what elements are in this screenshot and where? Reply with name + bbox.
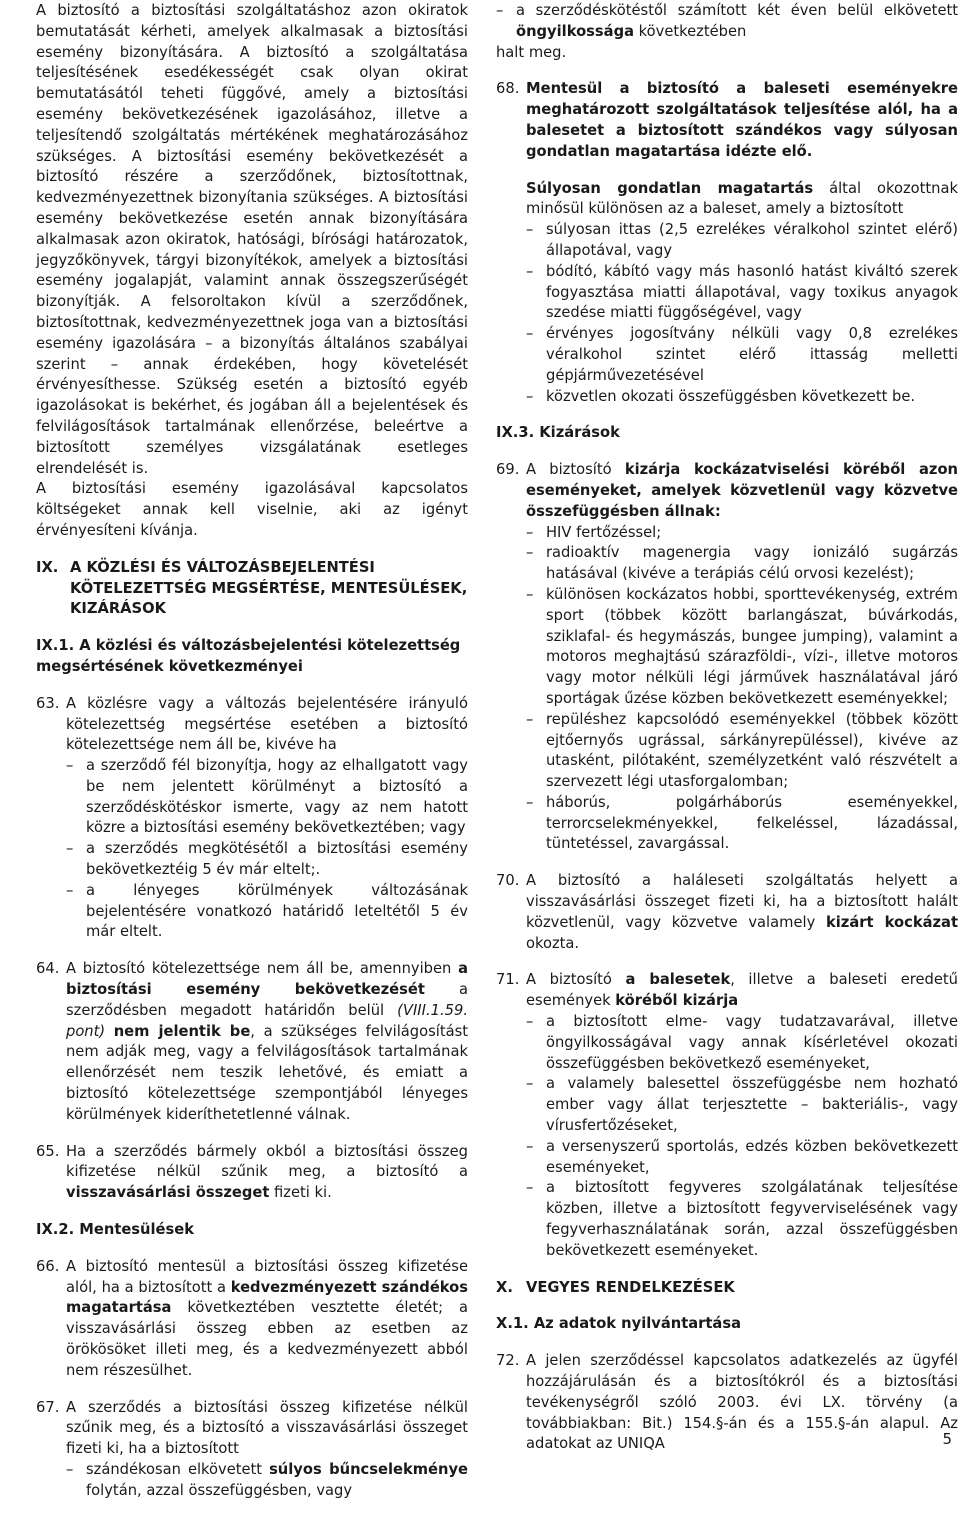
clause-text: Ha a szerződés bármely okból a biztosítási összeg kifizetése nélkül szűnik meg, a biztosító a visszavásárlási összeget fizeti ki. xyxy=(66,1142,468,1202)
subsection-heading-ix2: IX.2. Mentesülések xyxy=(36,1221,194,1239)
list-item: – bódító, kábító vagy más hasonló hatást kiváltó szerek fogyasztása miatti állapotával, vagy toxikus anyagok szedése miatti függőségével, vagy xyxy=(526,262,958,322)
list-item: – a biztosított fegyveres szolgálatának teljesítése közben, illetve a biztosított fegyverviselésének vagy fegyverhasználatának során, azzal összefüggésben bekövetkezett eseményeket. xyxy=(526,1179,958,1259)
list-item: – érvényes jogosítvány nélküli vagy 0,8 ezrelékes véralkohol szintet elérő ittasság melletti gépjárművezetésével xyxy=(526,325,958,384)
list-item: – repüléshez kapcsolódó eseményekkel (többek között ejtőernyős ugrással, sárkányrepüléssel), kivéve az utasként, pilótaként, személyzetként való részvételt a szervezett légi utasforgalomban; xyxy=(526,710,958,791)
clause-number: 65. xyxy=(36,1142,60,1160)
clause-72 xyxy=(496,1351,958,1455)
clause-number: 69. xyxy=(496,461,520,479)
list-item: – szándékosan elkövetett súlyos bűncselekménye folytán, azzal összefüggésben, vagy xyxy=(66,1461,468,1499)
list-item: – a szerződéskötéstől számított két éven belül elkövetett öngyilkossága következtében xyxy=(496,2,958,40)
list-item: – a versenyszerű sportolás, edzés közben bekövetkezett eseményeket, xyxy=(526,1137,958,1176)
clause-text: A közlésre vagy a változás bejelentésére irányuló kötelezettség megsértése esetében a biztosító kötelezettsége nem áll be, kivéve ha xyxy=(66,694,468,754)
clause-number: 71. xyxy=(496,971,520,989)
subsection-heading-ix1: IX.1. A közlési és változásbejelentési kötelezettség megsértésének következményei xyxy=(36,637,461,675)
page-number: 5 xyxy=(942,1430,952,1448)
clause-text: Mentesül a biztosító a baleseti eseményekre meghatározott szolgáltatások teljesítése alól, ha a balesetet a biztosított szándékos vagy súlyosan gondatlan magatartása idézte elő. xyxy=(526,80,958,160)
right-column xyxy=(496,0,958,1471)
section-heading-ix xyxy=(36,558,468,620)
list-item: – a biztosított elme- vagy tudatzavarával, illetve öngyilkosságával vagy annak kísérletével okozati összefüggésben bekövetkező eseményeket, xyxy=(526,1013,958,1072)
clause-text: A biztosító kötelezettsége nem áll be, amennyiben a biztosítási esemény bekövetkezését a szerződésben megadott határidőn belül (VIII.1.59. pont) nem jelentik be, a szükséges felvilágosítást nem adják meg, vagy a felvilágosítások tartalmának ellenőrzését nem teszik lehetővé, és emiatt a biztosító kötelezettsége szempontjából lényeges körülmények kideríthetetlenné válnak. xyxy=(66,960,469,1123)
gross-negligence-block xyxy=(496,179,958,408)
section-title: A KÖZLÉSI ÉS VÁLTOZÁSBEJELENTÉSI KÖTELEZETTSÉG MEGSÉRTÉSE, MENTESÜLÉSEK, KIZÁRÁSOK xyxy=(70,558,468,618)
clause-number: 67. xyxy=(36,1398,60,1416)
clause-65 xyxy=(36,1142,468,1204)
clause-number: 64. xyxy=(36,960,60,978)
clause-66 xyxy=(36,1257,468,1382)
list-item: – a szerződés megkötésétől a biztosítási esemény bekövetkeztéig 5 év már eltelt;. xyxy=(66,840,468,879)
section-heading-x xyxy=(496,1278,958,1299)
list-item: – a szerződő fél bizonyítja, hogy az elhallgatott vagy be nem jelentett körülményt a biztosító a szerződéskötéskor ismerte, vagy az nem hatott közre a biztosítási esemény bekövetkeztében; vagy xyxy=(66,757,468,837)
list-item: – radioaktív magenergia vagy ionizáló sugárzás hatásával (kivéve a terápiás célú orvosi kezelést); xyxy=(526,544,958,583)
clause-number: 72. xyxy=(496,1352,520,1370)
clause-71 xyxy=(496,970,958,1261)
list-item: – a lényeges körülmények változásának bejelentésére vonatkozó határidő leteltétől 5 év már eltelt. xyxy=(66,881,468,941)
clause-text: A biztosító mentesül a biztosítási összeg kifizetése alól, ha a biztosított a kedvezményezett szándékos magatartása következtében vesztette életét; a visszavásárlási összeg ebben az esetben az örökösöket illeti meg, és a kedvezményezett abból nem részesülhet. xyxy=(66,1257,468,1379)
clause-number: 63. xyxy=(36,694,60,712)
clause-64 xyxy=(36,959,468,1125)
list-item: – háborús, polgárháborús eseményekkel, terrorcselekményekkel, felkeléssel, lázadással, tüntetéssel, zavargással. xyxy=(526,793,958,853)
section-number: IX. xyxy=(36,558,59,576)
section-title: VEGYES RENDELKEZÉSEK xyxy=(526,1278,735,1296)
clause-70 xyxy=(496,871,958,954)
clause-number: 70. xyxy=(496,872,520,890)
clause-63 xyxy=(36,694,468,944)
subsection-heading-x1: X.1. Az adatok nyilvántartása xyxy=(496,1315,741,1333)
left-column xyxy=(36,0,468,1518)
list-item: – HIV fertőzéssel; xyxy=(526,523,662,541)
list-item-continuation: halt meg. xyxy=(496,43,567,61)
section-number: X. xyxy=(496,1278,513,1296)
clause-number: 68. xyxy=(496,80,520,98)
clause-text: A biztosító kizárja kockázatviselési köréből azon eseményeket, amelyek közvetlenül vagy közvetve összefüggésben állnak: xyxy=(526,461,958,520)
subsection-heading-ix3: IX.3. Kizárások xyxy=(496,424,620,442)
clause-67 xyxy=(36,1398,468,1502)
intro-paragraph: A biztosító a biztosítási szolgáltatáshoz azon okiratok bemutatását kérheti, amelyek alkalmasak a biztosítási esemény bizonyítására. A biztosító a szolgáltatása teljesítésének esedékességét csak olyan okirat bemutatásától teheti függővé, amely a biztosítási esemény bekövetkezésének igazolásához, illetve a teljesítendő szolgáltatás mértékének meghatározásához szükséges. A biztosítási esemény bekövetkezését a biztosító részére a szerződőnek, biztosítottnak, kedvezményezettnek bizonyítania szükséges. A biztosítási esemény bekövetkezése esetén annak bizonyítására alkalmasak azon okiratok, hatósági, bírósági határozatok, jegyzőkönyvek, tárgyi bizonyítékok, amelyek a biztosítási esemény jogalapját, valamint annak összegszerűségét bizonyítják. A felsoroltakon kívül a szerződőnek, biztosítottnak, kedvezményezettnek joga van a biztosítási esemény igazolására – a bizonyítás általános szabályai szerint – annak érdekében, hogy követelését érvényesíthesse. Szükség esetén a biztosító egyéb igazolásokat is bekérhet, és jogában áll a bejelentések és felvilágosítások tartalmának ellenőrzése, beleértve a biztosított személyes vizsgálatának esetleges elrendelését is. xyxy=(36,2,468,477)
clause-text: A biztosító a balesetek, illetve a baleseti eredetű események köréből kizárja xyxy=(526,971,958,1010)
cost-paragraph: A biztosítási esemény igazolásával kapcsolatos költségeket annak kell viselnie, aki az igényt érvényesíteni kívánja. xyxy=(36,480,468,539)
clause-text: A jelen szerződéssel kapcsolatos adatkezelés az ügyfél hozzájárulásán és a biztosítókról és a biztosítási tevékenységről szóló 2003. évi LX. törvény (a továbbiakban: Bit.) 154.§-án és a 155.§-án alapul. Az adatokat az UNIQA xyxy=(526,1352,958,1453)
list-item: – különösen kockázatos hobbi, sporttevékenység, extrém sport (többek között barlangászat, búvárkodás, sziklafal- és hegymászás, bungee jumping), valamint a motoros meghajtású szárazföldi-, vízi-, illetve motoros vagy motor nélküli légi járművek használatával járó sportágak űzése közben bekövetkezett eseményekkel; xyxy=(526,585,958,707)
clause-text: A szerződés a biztosítási összeg kifizetése nélkül szűnik meg, és a biztosító a visszavásárlási összeget fizeti ki, ha a biztosított xyxy=(66,1398,468,1458)
list-item: – közvetlen okozati összefüggésben következett be. xyxy=(526,387,916,405)
clause-68 xyxy=(496,79,958,162)
definition-text: Súlyosan gondatlan magatartás által okozottnak minősül különösen az a baleset, amely a biztosított xyxy=(526,179,958,218)
clause-69 xyxy=(496,460,958,855)
list-item: – súlyosan ittas (2,5 ezrelékes véralkohol szintet elérő) állapotával, vagy xyxy=(526,221,958,259)
clause-text: A biztosító a haláleseti szolgáltatás helyett a visszavásárlási összeget fizeti ki, ha a biztosított halált közvetlenül, vagy közvetve valamely kizárt kockázat okozta. xyxy=(526,872,958,952)
clause-number: 66. xyxy=(36,1257,60,1275)
list-item: – a valamely balesettel összefüggésbe nem hozható ember vagy állat terjesztette – bakteriális-, vagy vírusfertőzéseket, xyxy=(526,1075,958,1135)
